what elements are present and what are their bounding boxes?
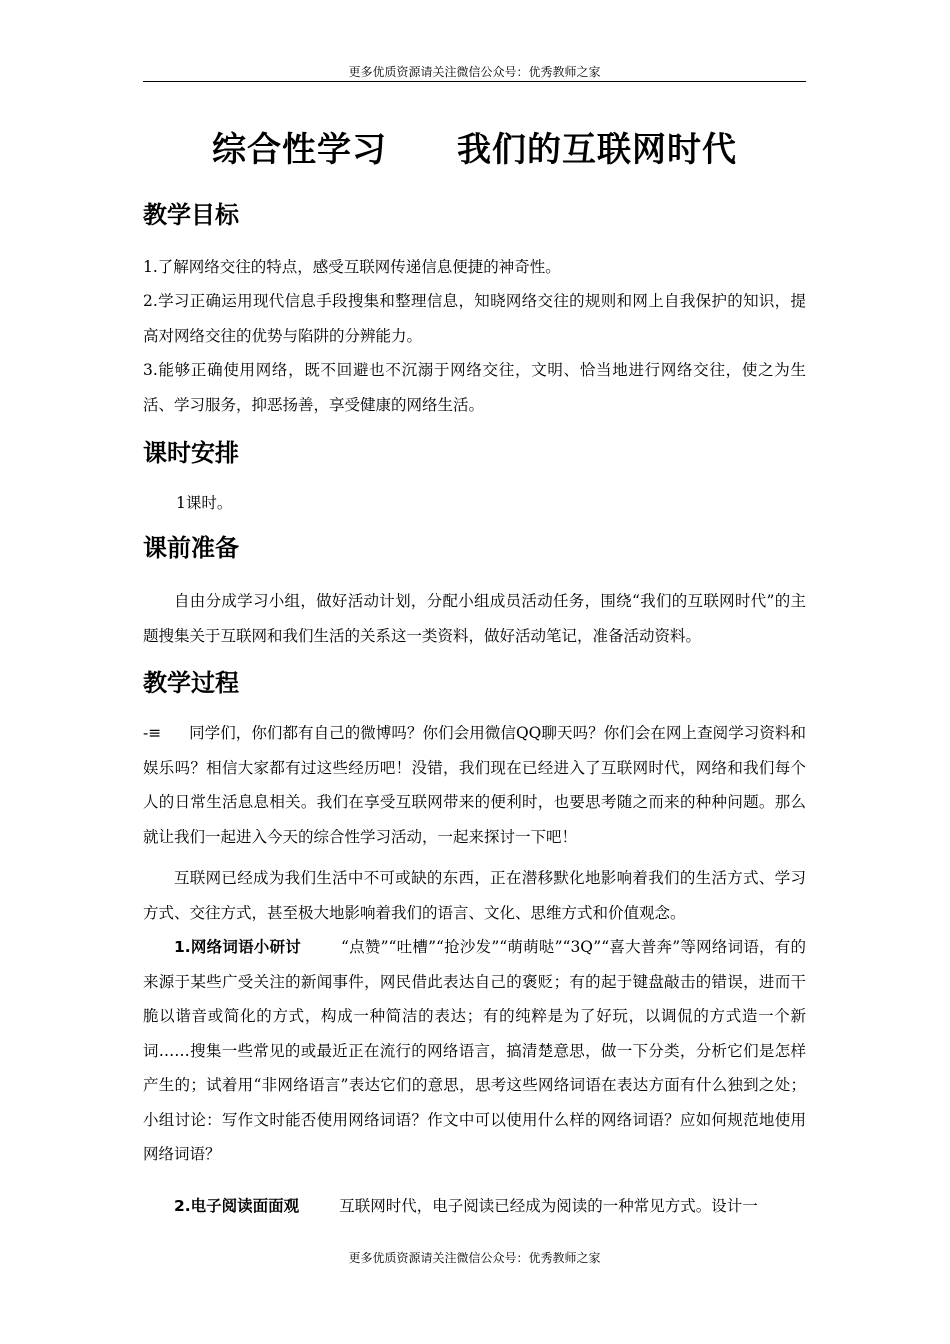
heading-goals: 教学目标 xyxy=(143,201,239,229)
process-para-2: 互联网已经成为我们生活中不可或缺的东西，正在潜移默化地影响着我们的生活方式、学习方式、交往方式，甚至极大地影响着我们的语言、文化、思维方式和价值观念。 xyxy=(143,869,806,922)
heading-prep: 课前准备 xyxy=(143,534,239,562)
page-footer: 更多优质资源请关注微信公众号：优秀教师之家 xyxy=(348,1251,601,1265)
goal-item-3: 3.能够正确使用网络，既不回避也不沉溺于网络交往，文明、恰当地进行网络交往，使之为生活、学习服务，抑恶扬善，享受健康的网络生活。 xyxy=(143,361,806,414)
header-rule xyxy=(143,81,806,82)
intro-text: 同学们，你们都有自己的微博吗？你们会用微信QQ聊天吗？你们会在网上查阅学习资料和娱乐吗？相信大家都有过这些经历吧！没错，我们现在已经进入了互联网时代，网络和我们每个人的日常生活息息相关。我们在享受互联网带来的便利时，也要思考随之而来的种种问题。那么就让我们一起进入今天的综合性学习活动，一起来探讨一下吧！ xyxy=(143,724,806,846)
item2-text: 互联网时代，电子阅读已经成为阅读的一种常见方式。设计一 xyxy=(339,1197,758,1215)
process-item-1 xyxy=(143,930,806,1172)
process-item-2 xyxy=(143,1189,806,1224)
item1-label: 1.网络词语小研讨 xyxy=(174,938,301,956)
prep-text: 自由分成学习小组，做好活动计划，分配小组成员活动任务，围绕“我们的互联网时代”的主题搜集关于互联网和我们生活的关系这一类资料，做好活动笔记，准备活动资料。 xyxy=(143,592,806,645)
heading-process: 教学过程 xyxy=(143,669,239,697)
schedule-text: 1课时。 xyxy=(176,494,233,512)
document-title: 综合性学习 我们的互联网时代 xyxy=(212,130,737,170)
page-header: 更多优质资源请关注微信公众号：优秀教师之家 xyxy=(348,65,601,79)
item1-text: “点赞”“吐槽”“抢沙发”“萌萌哒”“3Q”“喜大普奔”等网络词语，有的来源于某些广受关注的新闻事件，网民借此表达自己的褒贬；有的起于键盘敲击的错误，进而干脆以谐音或简化的方式，构成一种简洁的表达；有的纯粹是为了好玩，以调侃的方式造一个新词……搜集一些常见的或最近正在流行的网络语言，搞清楚意思，做一下分类，分析它们是怎样产生的；试着用“非网络语言”表达它们的意思，思考这些网络词语在表达方面有什么独到之处；小组讨论：写作文时能否使用网络词语？作文中可以使用什么样的网络词语？应如何规范地使用网络词语？ xyxy=(143,938,806,1163)
heading-schedule: 课时安排 xyxy=(143,439,239,467)
process-intro xyxy=(143,716,806,854)
goal-item-2: 2.学习正确运用现代信息手段搜集和整理信息，知晓网络交往的规则和网上自我保护的知识，提高对网络交往的优势与陷阱的分辨能力。 xyxy=(143,292,806,345)
goal-item-1: 1.了解网络交往的特点，感受互联网传递信息便捷的神奇性。 xyxy=(143,258,561,276)
intro-mark: -≡ xyxy=(143,724,162,742)
item2-label: 2.电子阅读面面观 xyxy=(174,1197,300,1215)
